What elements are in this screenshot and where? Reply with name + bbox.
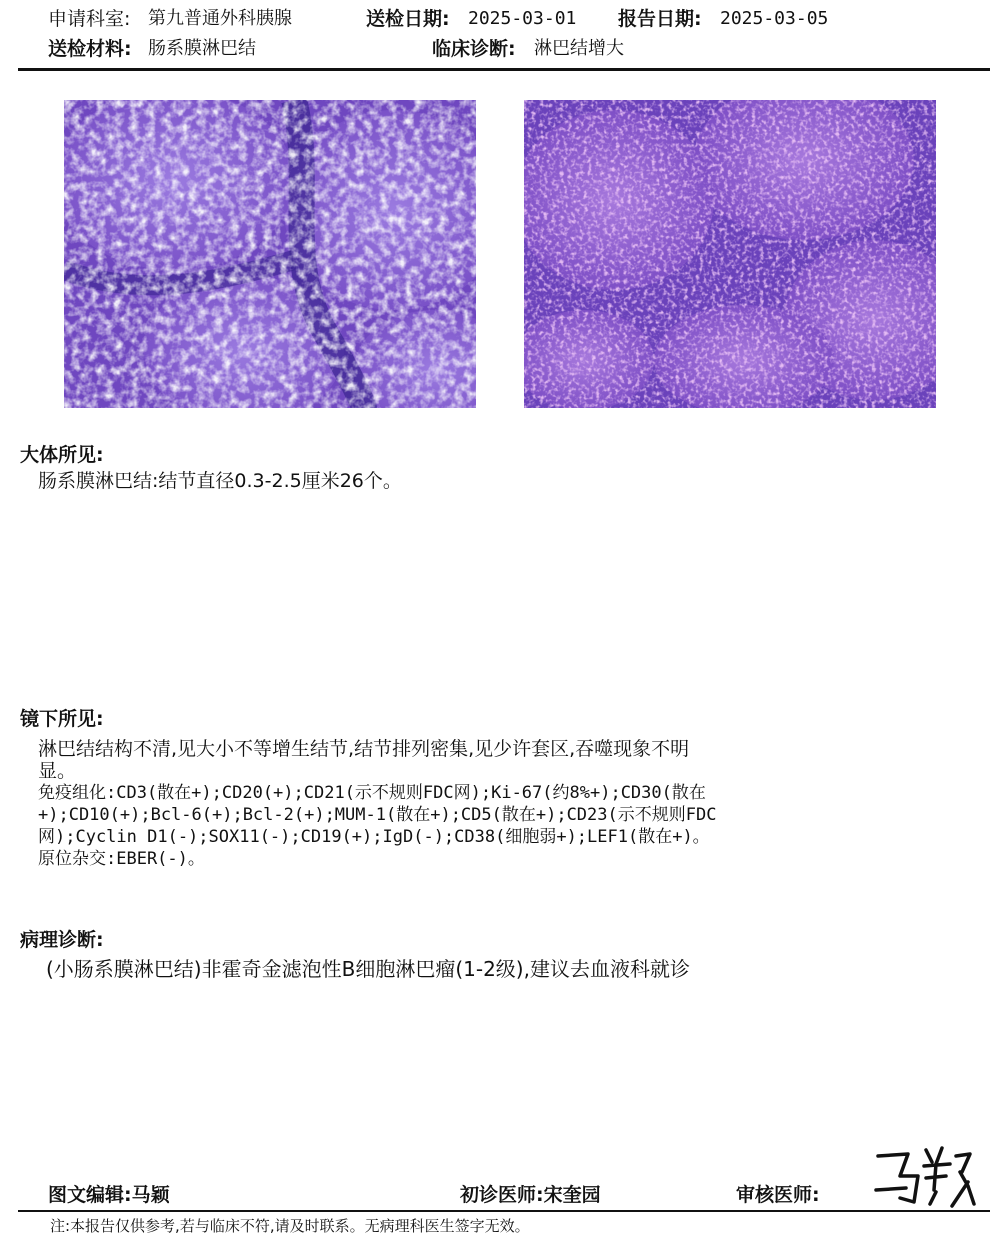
pathology-diagnosis-text: (小肠系膜淋巴结)非霍奇金滤泡性B细胞淋巴瘤(1-2级),建议去血液科就诊 (46, 957, 690, 981)
microscopic-findings-title: 镜下所见: (20, 708, 104, 730)
editor-label: 图文编辑: (48, 1184, 132, 1206)
report-date-label: 报告日期: (618, 8, 702, 30)
microscopic-findings-text (38, 738, 938, 870)
first-doctor-value: 宋奎园 (543, 1184, 601, 1206)
ihc-line: +);CD10(+);Bcl-6(+);Bcl-2(+);MUM-1(散在+);CD5(散在+);CD23(示不规则FDC (38, 805, 717, 825)
reviewer-field (736, 1180, 820, 1207)
gross-findings-title: 大体所见: (20, 444, 104, 466)
reviewer-label: 审核医师: (736, 1184, 820, 1206)
report-date-value: 2025-03-05 (720, 8, 829, 29)
dept-value: 第九普通外科胰腺 (148, 8, 292, 29)
header-divider (18, 68, 990, 71)
footer-divider (18, 1210, 990, 1212)
pathology-diagnosis-title: 病理诊断: (20, 929, 104, 951)
disclaimer-note: 注:本报告仅供参考,若与临床不符,请及时联系。无病理科医生签字无效。 (50, 1217, 530, 1235)
microscopic-line: 显。 (38, 760, 77, 782)
dept-label: 申请科室: (48, 8, 131, 30)
ish-line: 原位杂交:EBER(-)。 (38, 849, 205, 869)
micrograph-left (64, 100, 476, 408)
first-doctor-label: 初诊医师: (460, 1184, 544, 1206)
reviewer-signature (870, 1142, 980, 1212)
editor-value: 马颖 (131, 1184, 170, 1206)
gross-findings-text: 肠系膜淋巴结:结节直径0.3-2.5厘米26个。 (38, 470, 402, 492)
ihc-line: 网);Cyclin D1(-);SOX11(-);CD19(+);IgD(-);CD38(细胞弱+);LEF1(散在+)。 (38, 827, 710, 847)
ihc-line: 免疫组化:CD3(散在+);CD20(+);CD21(示不规则FDC网);Ki-67(约8%+);CD30(散在 (38, 783, 706, 803)
send-date-label: 送检日期: (366, 8, 450, 30)
first-doctor-field (460, 1180, 601, 1207)
microscopic-line: 淋巴结结构不清,见大小不等增生结节,结节排列密集,见少许套区,吞噬现象不明 (38, 738, 690, 760)
clinical-diagnosis-label: 临床诊断: (432, 38, 516, 60)
material-value: 肠系膜淋巴结 (148, 38, 256, 59)
material-label: 送检材料: (48, 38, 132, 60)
micrograph-right (524, 100, 936, 408)
clinical-diagnosis-value: 淋巴结增大 (534, 38, 624, 59)
send-date-value: 2025-03-01 (468, 8, 577, 29)
editor-field (48, 1180, 170, 1207)
